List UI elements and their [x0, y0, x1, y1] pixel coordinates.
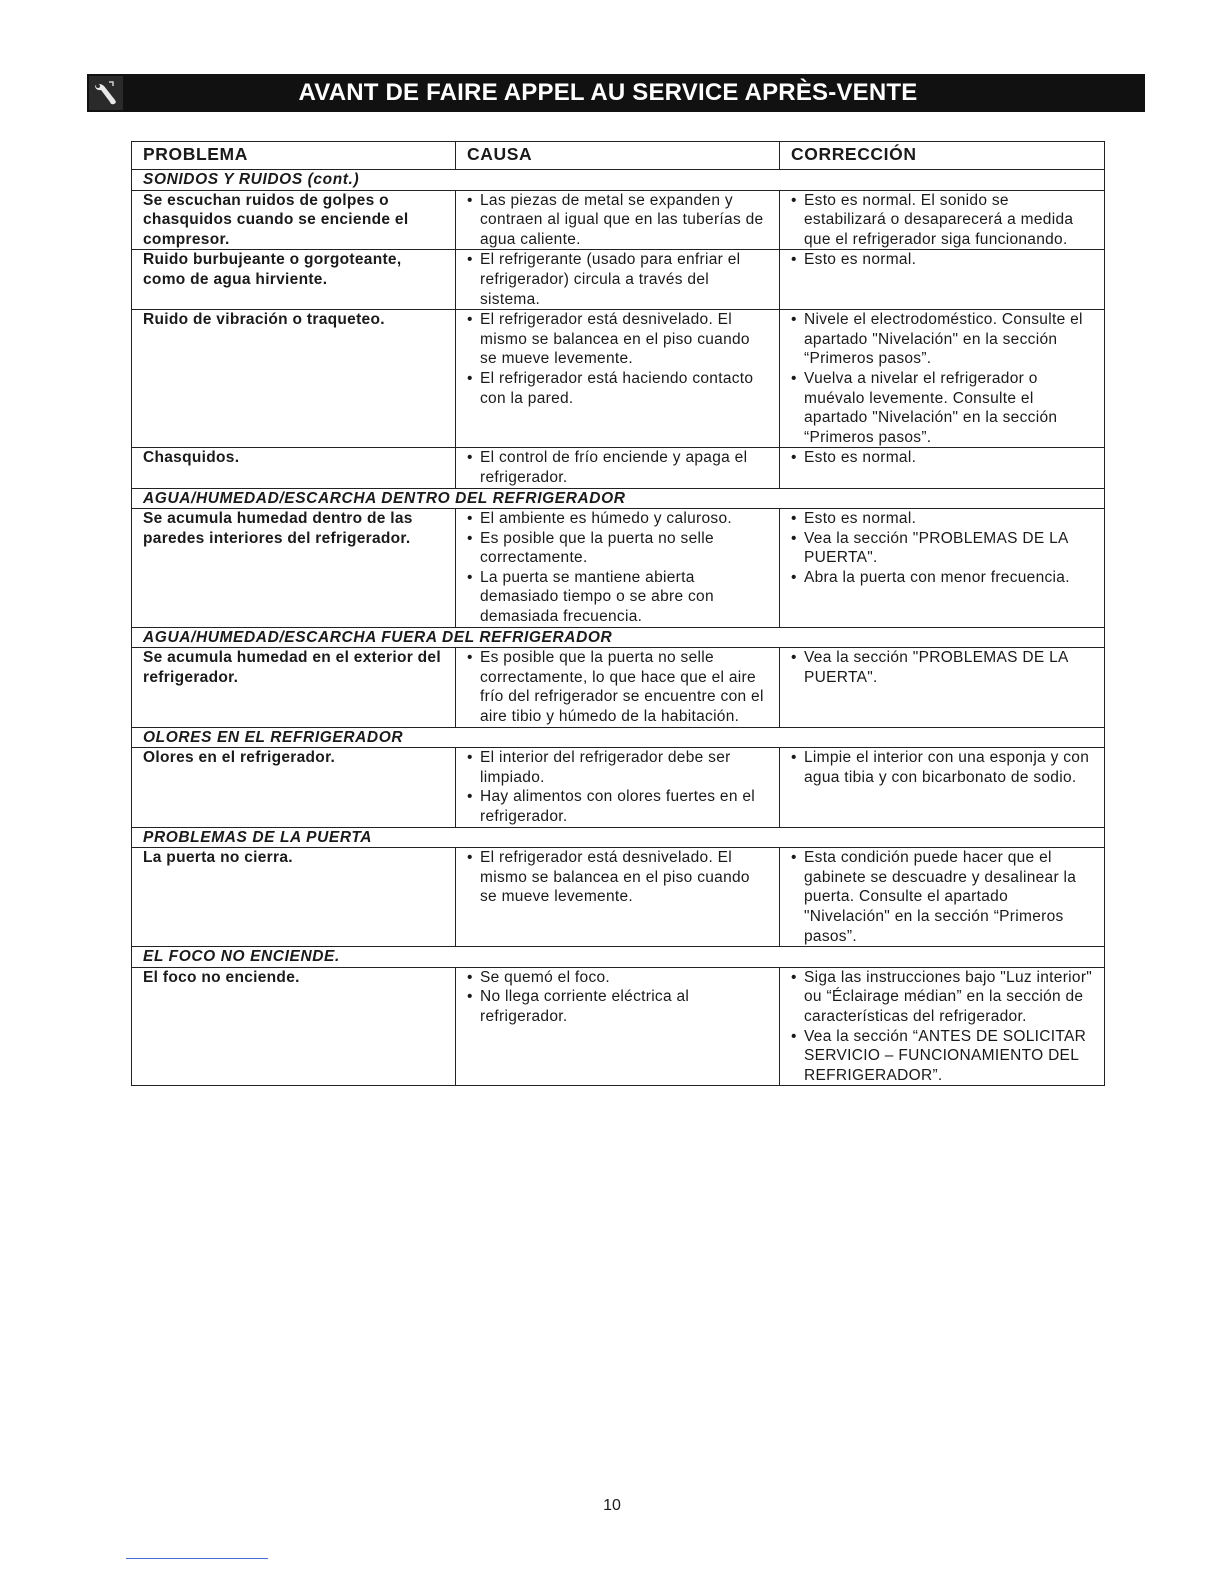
fix-cell: [780, 648, 1105, 727]
cause-list: [467, 968, 769, 1027]
fix-item: • Siga las instrucciones bajo "Luz interior" ou “Éclairage médian” en la sección de características del refrigerador.: [791, 968, 1094, 1027]
cause-cell: [456, 848, 780, 947]
table-row: [132, 648, 1105, 727]
cause-cell: [456, 310, 780, 448]
cause-cell: [456, 748, 780, 827]
fix-list: [791, 509, 1094, 587]
cause-item: • El interior del refrigerador debe ser limpiado.: [467, 748, 769, 787]
cause-list: [467, 250, 769, 309]
fix-cell: [780, 848, 1105, 947]
fix-list: [791, 310, 1094, 447]
fix-cell: [780, 748, 1105, 827]
section-title: AGUA/HUMEDAD/ESCARCHA DENTRO DEL REFRIGERADOR: [132, 488, 1105, 509]
cause-list: [467, 748, 769, 826]
cause-item: • El refrigerador está haciendo contacto con la pared.: [467, 369, 769, 408]
cause-item: • La puerta se mantiene abierta demasiado tiempo o se abre con demasiada frecuencia.: [467, 568, 769, 627]
table-row: [132, 748, 1105, 827]
column-header-fix: CORRECCIÓN: [780, 142, 1105, 170]
page-banner: [87, 74, 1145, 112]
problem-cell: Chasquidos.: [132, 448, 456, 488]
table-row: [132, 310, 1105, 448]
problem-cell: La puerta no cierra.: [132, 848, 456, 947]
fix-item: • Esto es normal.: [791, 509, 1094, 529]
cause-list: [467, 509, 769, 627]
cause-list: [467, 191, 769, 250]
table-row: [132, 190, 1105, 250]
table-row: [132, 967, 1105, 1086]
cause-item: • Hay alimentos con olores fuertes en el refrigerador.: [467, 787, 769, 826]
cause-list: [467, 448, 769, 487]
problem-cell: Olores en el refrigerador.: [132, 748, 456, 827]
cause-item: • Es posible que la puerta no selle correctamente, lo que hace que el aire frío del refrigerador se encuentre con el aire tibio y húmedo de la habitación.: [467, 648, 769, 726]
section-title: EL FOCO NO ENCIENDE.: [132, 947, 1105, 968]
problem-cell: Ruido de vibración o traqueteo.: [132, 310, 456, 448]
cause-item: • Las piezas de metal se expanden y contraen al igual que en las tuberías de agua caliente.: [467, 191, 769, 250]
fix-cell: [780, 448, 1105, 488]
fix-cell: [780, 967, 1105, 1086]
fix-item: • Nivele el electrodoméstico. Consulte el apartado "Nivelación" en la sección “Primeros pasos”.: [791, 310, 1094, 369]
fix-item: • Esto es normal. El sonido se estabilizará o desaparecerá a medida que el refrigerador siga funcionando.: [791, 191, 1094, 250]
section-title: AGUA/HUMEDAD/ESCARCHA FUERA DEL REFRIGERADOR: [132, 627, 1105, 648]
cause-cell: [456, 250, 780, 310]
fix-item: • Vea la sección “ANTES DE SOLICITAR SERVICIO – FUNCIONAMIENTO DEL REFRIGERADOR”.: [791, 1027, 1094, 1086]
wrench-tool-icon: [89, 76, 123, 110]
fix-cell: [780, 509, 1105, 628]
fix-list: [791, 648, 1094, 687]
fix-item: • Vea la sección "PROBLEMAS DE LA PUERTA".: [791, 648, 1094, 687]
banner-title: AVANT DE FAIRE APPEL AU SERVICE APRÈS-VENTE: [298, 79, 918, 106]
cause-item: • Se quemó el foco.: [467, 968, 769, 988]
cause-list: [467, 310, 769, 408]
cause-item: • El control de frío enciende y apaga el refrigerador.: [467, 448, 769, 487]
fix-item: • Abra la puerta con menor frecuencia.: [791, 568, 1094, 588]
table-row: [132, 250, 1105, 310]
table-row: [132, 509, 1105, 628]
cause-list: [467, 648, 769, 726]
problem-cell: El foco no enciende.: [132, 967, 456, 1086]
fix-list: [791, 968, 1094, 1086]
cause-cell: [456, 967, 780, 1086]
table-row: [132, 448, 1105, 488]
cause-cell: [456, 448, 780, 488]
problem-cell: Se escuchan ruidos de golpes o chasquidos cuando se enciende el compresor.: [132, 190, 456, 250]
fix-cell: [780, 310, 1105, 448]
problem-cell: Se acumula humedad dentro de las paredes interiores del refrigerador.: [132, 509, 456, 628]
fix-cell: [780, 250, 1105, 310]
problem-cell: Se acumula humedad en el exterior del refrigerador.: [132, 648, 456, 727]
footer-rule: [126, 1558, 268, 1559]
table-row: [132, 848, 1105, 947]
fix-item: • Esto es normal.: [791, 250, 1094, 270]
fix-item: • Limpie el interior con una esponja y con agua tibia y con bicarbonato de sodio.: [791, 748, 1094, 787]
cause-cell: [456, 509, 780, 628]
fix-item: • Vea la sección "PROBLEMAS DE LA PUERTA".: [791, 529, 1094, 568]
section-row: [132, 488, 1105, 509]
cause-item: • Es posible que la puerta no selle correctamente.: [467, 529, 769, 568]
table-body: [132, 170, 1105, 1086]
cause-item: • El refrigerador está desnivelado. El mismo se balancea en el piso cuando se mueve levemente.: [467, 310, 769, 369]
fix-list: [791, 448, 1094, 468]
section-row: [132, 947, 1105, 968]
problem-cell: Ruido burbujeante o gorgoteante, como de agua hirviente.: [132, 250, 456, 310]
table-header-row: [132, 142, 1105, 170]
section-row: [132, 627, 1105, 648]
section-row: [132, 727, 1105, 748]
fix-list: [791, 250, 1094, 270]
cause-list: [467, 848, 769, 907]
cause-item: • El refrigerante (usado para enfriar el refrigerador) circula a través del sistema.: [467, 250, 769, 309]
page-number: 10: [603, 1497, 621, 1514]
cause-cell: [456, 190, 780, 250]
cause-item: • El ambiente es húmedo y caluroso.: [467, 509, 769, 529]
troubleshooting-table: [131, 141, 1105, 1086]
fix-cell: [780, 190, 1105, 250]
section-row: [132, 827, 1105, 848]
fix-list: [791, 748, 1094, 787]
cause-cell: [456, 648, 780, 727]
cause-item: • No llega corriente eléctrica al refrigerador.: [467, 987, 769, 1026]
column-header-problem: PROBLEMA: [132, 142, 456, 170]
column-header-cause: CAUSA: [456, 142, 780, 170]
cause-item: • El refrigerador está desnivelado. El mismo se balancea en el piso cuando se mueve levemente.: [467, 848, 769, 907]
fix-item: • Esto es normal.: [791, 448, 1094, 468]
fix-item: • Esta condición puede hacer que el gabinete se descuadre y desalinear la puerta. Consulte el apartado "Nivelación" en la sección “Primeros pasos”.: [791, 848, 1094, 946]
fix-list: [791, 848, 1094, 946]
section-title: OLORES EN EL REFRIGERADOR: [132, 727, 1105, 748]
section-row: [132, 170, 1105, 191]
section-title: PROBLEMAS DE LA PUERTA: [132, 827, 1105, 848]
section-title: SONIDOS Y RUIDOS (cont.): [132, 170, 1105, 191]
fix-item: • Vuelva a nivelar el refrigerador o muévalo levemente. Consulte el apartado "Nivelación" en la sección “Primeros pasos”.: [791, 369, 1094, 447]
fix-list: [791, 191, 1094, 250]
